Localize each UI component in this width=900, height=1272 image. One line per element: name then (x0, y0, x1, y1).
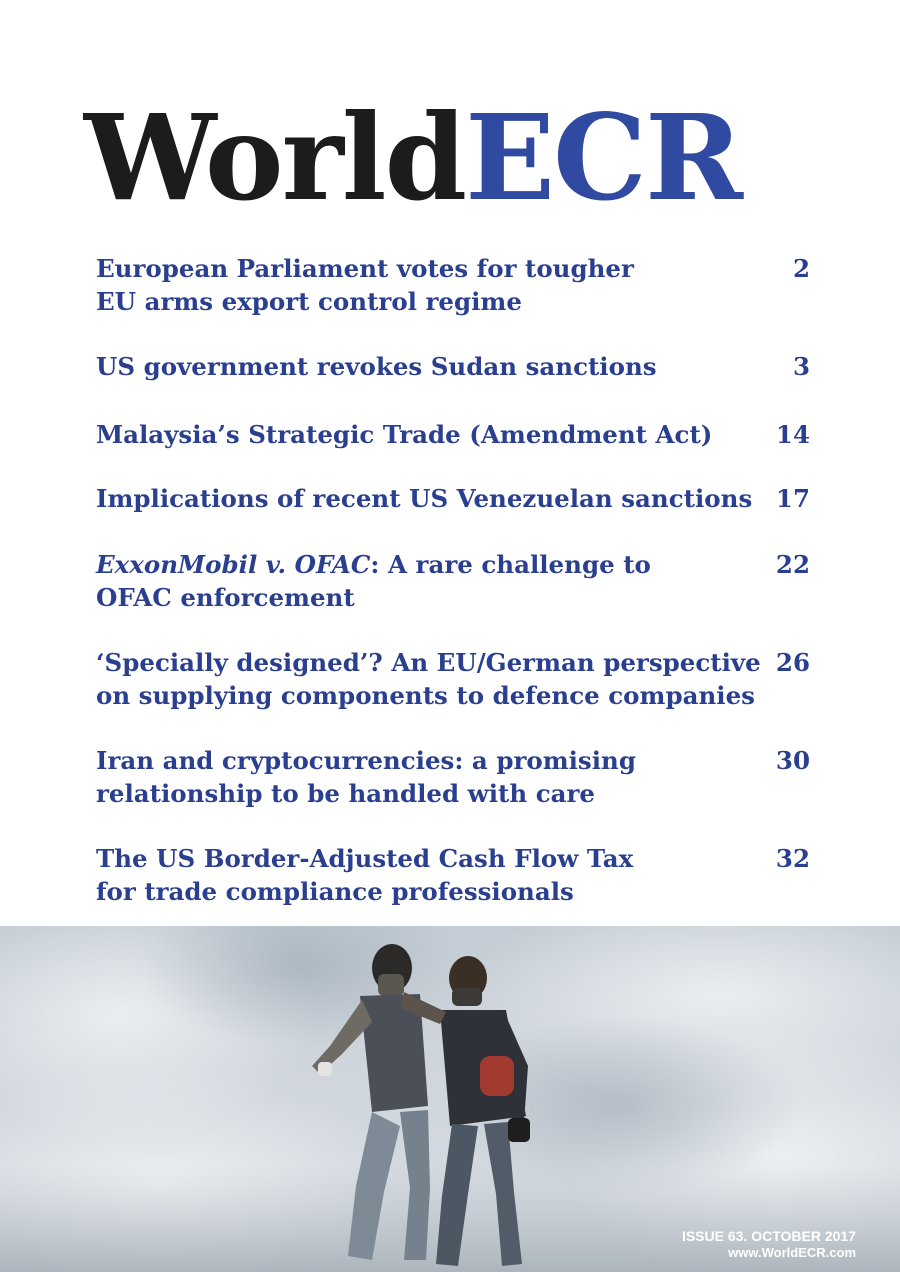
toc-title-line: Malaysia’s Strategic Trade (Amendment Act) (96, 420, 713, 449)
toc-title-line: The US Border-Adjusted Cash Flow Tax (96, 844, 634, 873)
toc-title (96, 548, 761, 614)
issue-info (682, 1228, 856, 1261)
toc-title-line: Iran and cryptocurrencies: a promising (96, 746, 636, 775)
website-link[interactable]: www.WorldECR.com (728, 1245, 856, 1260)
toc-title-italic: ExxonMobil v. OFAC (96, 550, 371, 579)
issue-number: ISSUE 63. OCTOBER 2017 (681, 1228, 856, 1244)
toc-title-line: for trade compliance professionals (96, 877, 574, 906)
toc-title (96, 482, 761, 515)
toc-page-number: 17 (775, 484, 810, 513)
toc-title-line: EU arms export control regime (96, 287, 522, 316)
toc-title-line (96, 548, 761, 581)
photo-illustration (0, 926, 900, 1272)
toc-title-line: ‘Specially designed’? An EU/German perspective (96, 648, 761, 677)
toc-title (96, 418, 761, 451)
toc-title (96, 350, 761, 383)
toc-title-line: OFAC enforcement (96, 583, 355, 612)
toc-page-number: 14 (775, 420, 810, 449)
toc-title (96, 252, 761, 318)
toc-page-number: 22 (775, 550, 810, 579)
toc-title (96, 842, 761, 908)
masthead-logo (84, 88, 824, 228)
toc-title-line: European Parliament votes for tougher (96, 254, 634, 283)
toc-title-line: US government revokes Sudan sanctions (96, 352, 657, 381)
toc-title (96, 646, 776, 712)
toc-title-line: on supplying components to defence companies (96, 681, 755, 710)
toc-page-number: 3 (792, 352, 810, 381)
toc-page-number: 26 (775, 648, 810, 677)
toc-title-rest: : A rare challenge to (370, 550, 651, 579)
toc-page-number: 2 (792, 254, 810, 283)
toc-title-line: relationship to be handled with care (96, 779, 595, 808)
toc-title-line: Implications of recent US Venezuelan sanctions (96, 484, 753, 513)
masthead-ecr: ECR (465, 88, 742, 227)
masthead-world: World (84, 88, 466, 227)
toc-page-number: 30 (775, 746, 810, 775)
protesters-in-tear-gas-photo (0, 926, 900, 1272)
toc-title (96, 744, 761, 810)
toc-page-number: 32 (775, 844, 810, 873)
